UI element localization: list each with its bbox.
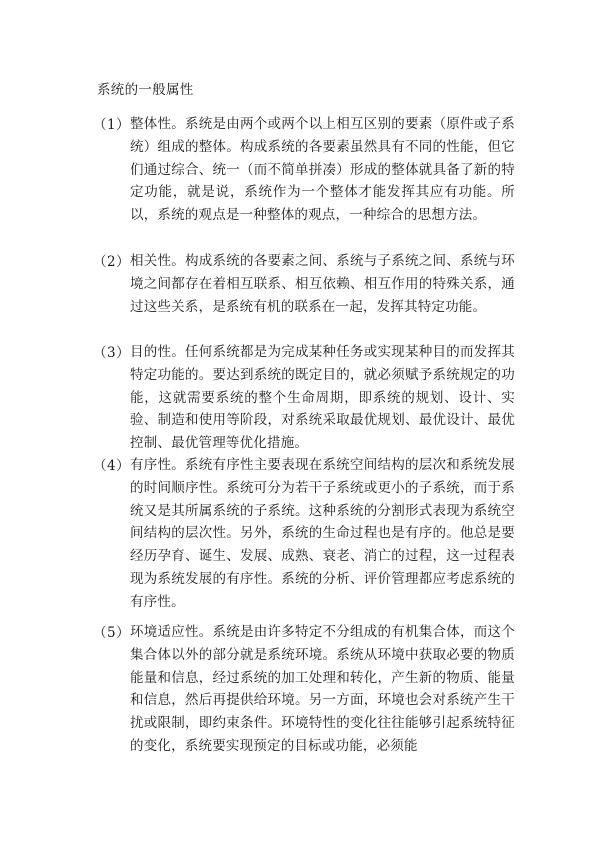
item-text: 目的性。任何系统都是为完成某种任务或实现某种目的而发挥其特定功能的。要达到系统的既定目的，就必须赋予系统规定的功能，这就需要系统的整个生命周期，即系统的规划、设计、实验、制造和使用等阶段，对系统采取最优规划、最优设计、最优控制、最优管理等优化措施。 <box>130 344 515 452</box>
document-title: 系统的一般属性 <box>97 82 194 98</box>
item-text: 相关性。构成系统的各要素之间、系统与子系统之间、系统与环境之间都存在着相互联系、相互依赖、相互作用的特殊关系，通过这些关系，是系统有机的联系在一起，发挥其特定功能。 <box>130 253 515 315</box>
item-number: （2） <box>93 254 131 270</box>
item-number: （3） <box>93 345 131 361</box>
item-text: 整体性。系统是由两个或两个以上相互区别的要素（原件或子系统）组成的整体。构成系统的各要素虽然具有不同的性能，但它们通过综合、统一（而不简单拼凑）形成的整体就具备了新的特定功能，就是说，系统作为一个整体才能发挥其应有功能。所以，系统的观点是一种整体的观点，一种综合的思想方法。 <box>130 116 515 224</box>
item-number: （4） <box>93 458 131 474</box>
item-number: （1） <box>93 117 131 133</box>
item-text: 有序性。系统有序性主要表现在系统空间结构的层次和系统发展的时间顺序性。系统可分为若干子系统或更小的子系统，而于系统又是其所属系统的子系统。这种系统的分割形式表现为系统空间结构的层次性。另外，系统的生命过程也是有序的。他总是要经历孕育、诞生、发展、成熟、衰老、消亡的过程，这一过程表现为系统发展的有序性。系统的分析、评价管理都应考虑系统的有序性。 <box>130 457 515 610</box>
item-text: 环境适应性。系统是由许多特定不分组成的有机集合体，而这个集合体以外的部分就是系统环境。系统从环境中获取必要的物质能量和信息，经过系统的加工处理和转化，产生新的物质、能量和信息，然后再提供给环境。另一方面，环境也会对系统产生干扰或限制，即约束条件。环境特性的变化往往能够引起系统特征的变化，系统要实现预定的目标或功能，必须能 <box>130 624 515 754</box>
item-number: （5） <box>93 625 131 641</box>
